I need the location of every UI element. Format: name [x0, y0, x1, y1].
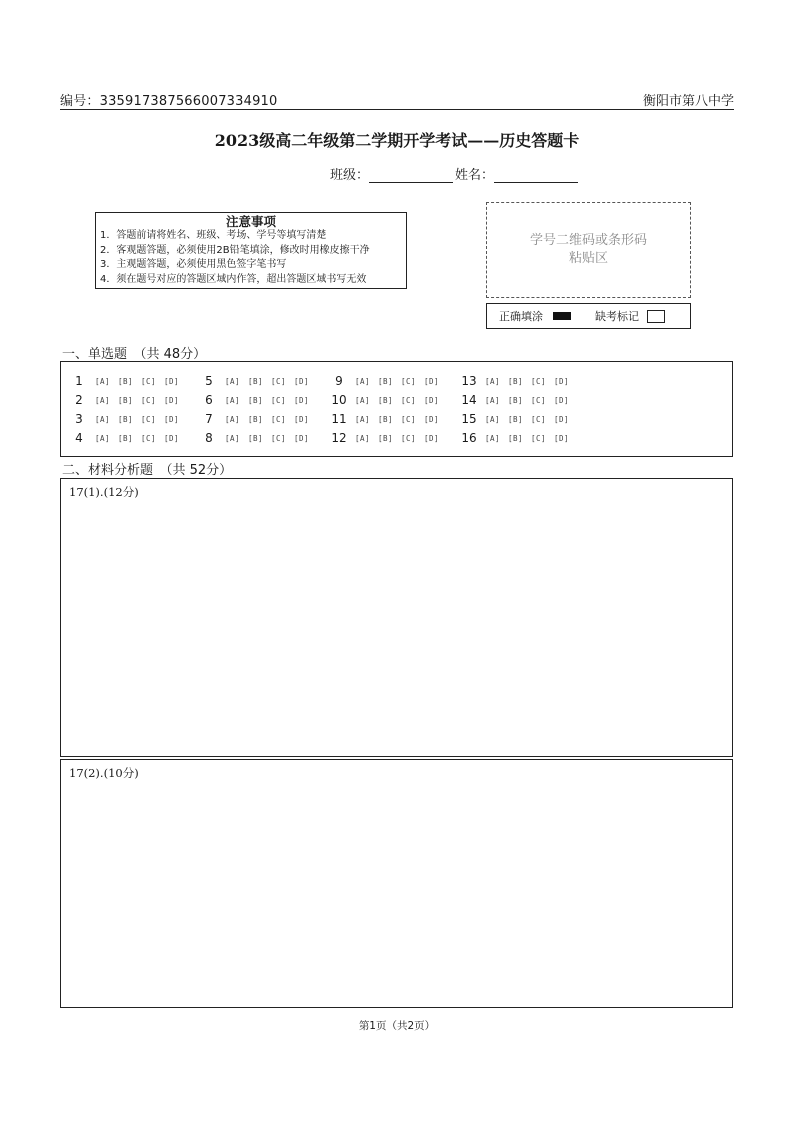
- option-bubble[interactable]: [C]: [531, 395, 547, 405]
- question-number: 15: [461, 412, 477, 426]
- notice-item: 3．主观题答题，必须使用黑色签字笔书写: [100, 259, 287, 270]
- option-bubble[interactable]: [D]: [424, 414, 440, 424]
- serial-number: 编号：3359173875660073349​10: [60, 94, 278, 109]
- question-number: 5: [205, 374, 213, 388]
- question-number: 14: [461, 393, 477, 407]
- option-bubble[interactable]: [A]: [485, 414, 501, 424]
- option-bubble[interactable]: [D]: [294, 414, 310, 424]
- option-bubble[interactable]: [A]: [485, 433, 501, 443]
- option-bubbles: [95, 377, 187, 386]
- option-bubbles: [95, 415, 187, 424]
- option-bubble[interactable]: [C]: [531, 414, 547, 424]
- option-bubbles: [355, 415, 447, 424]
- option-bubbles: [485, 434, 577, 443]
- question-3: [69, 411, 187, 427]
- question-12: [329, 430, 447, 446]
- option-bubble[interactable]: [D]: [294, 433, 310, 443]
- option-bubble[interactable]: [A]: [95, 395, 111, 405]
- option-bubble[interactable]: [D]: [164, 376, 180, 386]
- option-bubble[interactable]: [A]: [355, 433, 371, 443]
- option-bubble[interactable]: [D]: [554, 376, 570, 386]
- option-bubbles: [355, 396, 447, 405]
- option-bubble[interactable]: [B]: [508, 414, 524, 424]
- page-footer: 第1页（共2页）: [358, 1020, 436, 1032]
- option-bubbles: [225, 434, 317, 443]
- notice-item: 1．答题前请将姓名、班级、考场、学号等填写清楚: [100, 230, 327, 241]
- barcode-label-line2: 粘贴区: [568, 251, 608, 266]
- option-bubbles: [95, 396, 187, 405]
- option-bubble[interactable]: [B]: [118, 376, 134, 386]
- option-bubble[interactable]: [A]: [225, 433, 241, 443]
- class-field[interactable]: [369, 168, 453, 183]
- question-14: [459, 392, 577, 408]
- option-bubble[interactable]: [B]: [508, 433, 524, 443]
- option-bubble[interactable]: [D]: [554, 433, 570, 443]
- question-number: 6: [205, 393, 213, 407]
- option-bubble[interactable]: [B]: [508, 376, 524, 386]
- option-bubbles: [485, 377, 577, 386]
- option-bubble[interactable]: [B]: [378, 376, 394, 386]
- section2-heading: 二、材料分析题 （共 52分）: [62, 463, 233, 478]
- question-number: 1: [75, 374, 83, 388]
- question-number: 11: [331, 412, 347, 426]
- option-bubble[interactable]: [C]: [271, 395, 287, 405]
- question-number: 10: [331, 393, 347, 407]
- option-bubbles: [355, 377, 447, 386]
- option-bubble[interactable]: [A]: [355, 376, 371, 386]
- answer-box-17-2[interactable]: [60, 759, 733, 1008]
- question-number: 2: [75, 393, 83, 407]
- barcode-label-line1: 学号二维码或条形码: [529, 233, 647, 248]
- absent-mark-label: 缺考标记: [595, 310, 639, 323]
- option-bubble[interactable]: [C]: [271, 376, 287, 386]
- option-bubble[interactable]: [A]: [225, 395, 241, 405]
- option-bubble[interactable]: [A]: [95, 376, 111, 386]
- option-bubble[interactable]: [C]: [531, 433, 547, 443]
- question-11: [329, 411, 447, 427]
- option-bubble[interactable]: [A]: [95, 433, 111, 443]
- option-bubble[interactable]: [A]: [355, 395, 371, 405]
- fill-legend: [486, 303, 691, 329]
- option-bubble[interactable]: [C]: [141, 395, 157, 405]
- title-exam: 2023级高二年级第二学期开学考试——: [214, 131, 500, 150]
- notice-title: 注意事项: [225, 214, 276, 229]
- option-bubble[interactable]: [B]: [378, 433, 394, 443]
- class-label: 班级：: [330, 168, 370, 183]
- question-6: [199, 392, 317, 408]
- option-bubble[interactable]: [D]: [164, 433, 180, 443]
- option-bubble[interactable]: [A]: [485, 376, 501, 386]
- option-bubble[interactable]: [A]: [225, 414, 241, 424]
- option-bubble[interactable]: [B]: [248, 433, 264, 443]
- page-title: [0, 128, 794, 151]
- option-bubble[interactable]: [B]: [508, 395, 524, 405]
- question-number: 3: [75, 412, 83, 426]
- option-bubble[interactable]: [D]: [554, 414, 570, 424]
- option-bubble[interactable]: [A]: [95, 414, 111, 424]
- option-bubbles: [355, 434, 447, 443]
- option-bubble[interactable]: [B]: [248, 376, 264, 386]
- question-2: [69, 392, 187, 408]
- option-bubbles: [225, 415, 317, 424]
- filled-sample-icon: [553, 312, 571, 320]
- header-divider: [60, 109, 734, 110]
- option-bubble[interactable]: [C]: [141, 414, 157, 424]
- option-bubble[interactable]: [B]: [248, 414, 264, 424]
- question-number: 4: [75, 431, 83, 445]
- option-bubble[interactable]: [A]: [225, 376, 241, 386]
- option-bubble[interactable]: [B]: [118, 395, 134, 405]
- answer-box-17-1[interactable]: [60, 478, 733, 757]
- option-bubble[interactable]: [C]: [141, 433, 157, 443]
- option-bubble[interactable]: [D]: [424, 395, 440, 405]
- name-label: 姓名：: [455, 168, 495, 183]
- option-bubble[interactable]: [B]: [378, 414, 394, 424]
- question-number: 9: [335, 374, 343, 388]
- option-bubbles: [225, 396, 317, 405]
- question-15: [459, 411, 577, 427]
- absent-mark-checkbox[interactable]: [647, 310, 665, 323]
- option-bubble[interactable]: [D]: [294, 395, 310, 405]
- option-bubble[interactable]: [A]: [485, 395, 501, 405]
- option-bubble[interactable]: [B]: [118, 414, 134, 424]
- option-bubble[interactable]: [D]: [424, 433, 440, 443]
- option-bubble[interactable]: [C]: [141, 376, 157, 386]
- question-number: 13: [461, 374, 477, 388]
- mcq-answer-grid: [60, 361, 733, 457]
- notice-box: [95, 212, 407, 289]
- option-bubble[interactable]: [D]: [294, 376, 310, 386]
- title-subject: 历史答题卡: [499, 131, 580, 150]
- option-bubble[interactable]: [B]: [248, 395, 264, 405]
- question-5: [199, 373, 317, 389]
- option-bubbles: [225, 377, 317, 386]
- option-bubble[interactable]: [C]: [401, 433, 417, 443]
- option-bubbles: [485, 396, 577, 405]
- question-9: [329, 373, 447, 389]
- question-number: 8: [205, 431, 213, 445]
- question-13: [459, 373, 577, 389]
- student-info-row: [330, 164, 578, 183]
- option-bubble[interactable]: [C]: [531, 376, 547, 386]
- question-number: 7: [205, 412, 213, 426]
- question-1: [69, 373, 187, 389]
- question-7: [199, 411, 317, 427]
- option-bubble[interactable]: [C]: [271, 414, 287, 424]
- question-number: 16: [461, 431, 477, 445]
- option-bubble[interactable]: [B]: [378, 395, 394, 405]
- option-bubble[interactable]: [D]: [164, 395, 180, 405]
- school-name: 衡阳市第八中学: [642, 94, 734, 109]
- section1-heading: 一、单选题 （共 48分）: [62, 347, 207, 362]
- question-16: [459, 430, 577, 446]
- option-bubble[interactable]: [D]: [424, 376, 440, 386]
- option-bubble[interactable]: [A]: [355, 414, 371, 424]
- barcode-paste-area: [486, 202, 691, 298]
- option-bubble[interactable]: [B]: [118, 433, 134, 443]
- option-bubble[interactable]: [D]: [554, 395, 570, 405]
- answer-label: 17(2).(10分): [69, 766, 139, 780]
- question-4: [69, 430, 187, 446]
- question-8: [199, 430, 317, 446]
- name-field[interactable]: [494, 168, 578, 183]
- correct-fill-label: 正确填涂: [499, 310, 543, 323]
- option-bubbles: [485, 415, 577, 424]
- option-bubble[interactable]: [C]: [401, 395, 417, 405]
- notice-item: 2．客观题答题，必须使用2B铅笔填涂，修改时用橡皮擦干净: [100, 244, 370, 256]
- option-bubble[interactable]: [C]: [401, 414, 417, 424]
- question-number: 12: [331, 431, 347, 445]
- question-10: [329, 392, 447, 408]
- answer-label: 17(1).(12分): [69, 485, 139, 499]
- notice-item: 4．须在题号对应的答题区域内作答，超出答题区域书写无效: [100, 273, 367, 285]
- option-bubbles: [95, 434, 187, 443]
- option-bubble[interactable]: [C]: [271, 433, 287, 443]
- option-bubble[interactable]: [C]: [401, 376, 417, 386]
- option-bubble[interactable]: [D]: [164, 414, 180, 424]
